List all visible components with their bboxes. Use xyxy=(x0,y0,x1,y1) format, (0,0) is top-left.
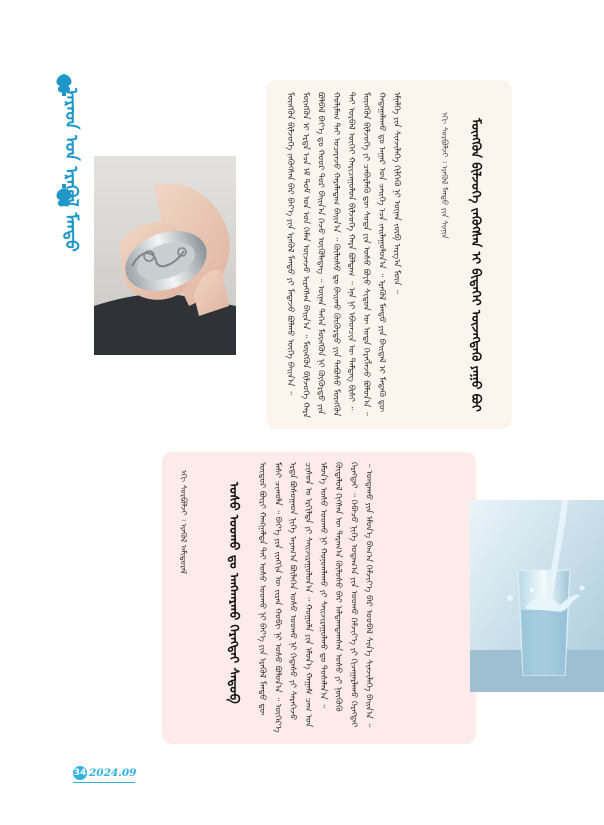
article-1-author-note xyxy=(438,112,452,402)
paragraph: ᠦᠳᠦᠷ ᠪᠦᠷᠢ ᠬᠠᠩᠭᠠᠯᠲᠠ ᠲᠠᠢ ᠤᠰᠤ ᠤᠤᠬᠤ ᠨᠢ ᠪᠡᠶ᠎ᠡ ᠶᠢᠨ ᠡᠷᠡᠭᠦᠯ ᠮᠡᠨᠳᠦ ᠳᠦ ᠮᠠᠰᠢ ᠴᠢᠬᠤᠯᠠ ᠃ ᠪᠡᠶ᠎ᠡ ᠶᠢᠨ ᠵᠢᠩᠭᠢᠨ ᠦ ᠵᠢᠷᠠᠨ ᠬᠤᠪᠢ ᠨᠢ ᠤᠰᠤ ᠪᠣᠯᠤᠨ᠎ᠠ ᠃ xyxy=(257,462,283,716)
paragraph: ᠡᠷᠡᠭᠦᠯ ᠮᠡᠨᠳᠦ ᠶᠢᠨ ᠪᠠᠢᠳᠠᠯ ᠢ ᠮᠡᠳᠡᠬᠦ ᠳᠦ ᠡᠮᠨᠡᠯᠭᠡ ᠶᠢᠨ ᠰᠢᠨᠵᠢᠯᠡᠭᠡ ᠬᠢᠯᠭᠡᠬᠦ ᠨᠢ ᠦᠨᠡᠨ ᠵᠥᠪ ᠠᠷᠭ᠎ᠠ ᠮᠥᠨ ᠃ xyxy=(376,92,402,412)
paragraph: ᠤᠨᠲᠠᠬᠤ ᠶᠢᠨ ᠡᠮᠦᠨ᠎ᠡ ᠪᠠᠭ᠎ᠠ ᠬᠡᠮᠵᠢᠶ᠎ᠡ ᠪᠡᠷ ᠤᠤᠪᠠᠯ ᠰᠢᠨ᠎ᠡ ᠰᠢᠨᠵᠢᠯᠡᠭᠡ ᠪᠠᠢᠨ᠎ᠠ ᠃ xyxy=(363,470,374,728)
paragraph: ᠮᠥᠩᠭᠦᠨ ᠪᠢᠯᠵᠦᠭᠡ ᠬᠠᠷᠠ ᠪᠣᠯᠪᠠᠯ ᠪᠡᠶ᠎ᠡ ᠳᠤ ᠬᠣᠣᠷ ᠲᠣᠷ ᠪᠠᠢᠨ᠎ᠠ ᠭᠡᠵᠦ ᠦᠭᠦᠯᠡᠳᠡᠭ ᠃ ᠦᠨᠡᠨ ᠳᠡᠭᠡᠨ ᠮᠥᠩᠭᠦᠨ ᠨᠢ ᠬᠦᠬᠦᠷᠲᠦ ᠶᠢᠨ ᠬᠣᠯᠢᠮᠠᠭ ᠲᠠᠢ ᠤᠴᠠᠷᠠᠵᠤ ᠬᠠᠷᠠᠯᠠᠳᠠᠭ ᠪᠠᠢᠨ᠎ᠠ ᠃ xyxy=(300,92,341,418)
paragraph: ᠬᠥᠯᠦᠰᠦ ᠳᠤ ᠪᠠᠢᠬᠤ ᠬᠦᠬᠦᠷᠲᠦ ᠶᠢᠨ ᠳᠠᠪᠤᠰᠤ ᠮᠥᠩᠭᠦᠨ ᠲᠠᠢ ᠤᠷᠪᠠᠯ ᠦᠭᠡᠢ ᠬᠠᠷᠢᠴᠠᠭᠤᠯᠤᠨ ᠪᠢᠯᠵᠦᠭᠡ ᠬᠠᠷᠠ ᠪᠣᠯᠳᠠᠭ ᠃ ᠡᠨᠡ ᠨᠢ ᠡᠪᠡᠳᠴᠢᠨ ᠦ ᠲᠡᠮᠳᠡᠭ ᠪᠢᠰᠢ ᠃ xyxy=(330,92,357,417)
paragraph: ᠬᠥᠳᠡᠯᠦᠯ ᠬᠢᠭᠰᠡᠨ ᠦ ᠳᠠᠷᠠᠭ᠎ᠠ ᠬᠥᠯᠦᠰᠦ ᠪᠡᠷ ᠠᠯᠳᠠᠭᠳᠠᠭᠰᠠᠨ ᠤᠰᠤ ᠶᠢ ᠨᠥᠬᠥᠬᠦ ᠬᠡᠷᠡᠭᠲᠡᠢ ᠃ ᠭᠡᠪᠡᠴᠦ ᠨᠢᠭᠡ ᠤᠳᠠᠭ᠎ᠠ ᠶᠢᠨ ᠤᠤᠬᠤ ᠬᠡᠮᠵᠢᠶ᠎ᠡ ᠶᠢ ᠬᠢᠵᠠᠭᠠᠷᠯᠠᠬᠤ ᠬᠡᠷᠡᠭᠲᠡᠢ ᠃ xyxy=(333,462,374,728)
silver-bracelet-photo xyxy=(94,156,236,355)
paragraph: ᠮᠥᠩᠭᠦᠨ ᠪᠢᠯᠵᠦᠭᠡ ᠶᠢ ᠴᠡᠪᠡᠷᠯᠡᠬᠦ ᠳᠦ ᠰᠣᠳᠠ ᠶᠢᠨ ᠤᠰᠤ ᠪᠤᠶᠤ ᠰᠢᠳᠦᠨ ᠦ ᠣᠲᠠ ᠬᠡᠷᠡᠭᠯᠡᠵᠦ ᠪᠣᠯᠤᠨ᠎ᠠ ᠃ ᠬᠠᠳᠠᠭᠠᠯᠠᠬᠤ ᠳᠤ ᠠᠭᠠᠷ ᠤᠨ ᠴᠡᠢᠭᠡ ᠡᠴᠡ ᠵᠠᠢᠯᠠᠭᠤᠯᠤᠨ᠎ᠠ ᠃ xyxy=(361,92,387,416)
article-2-title xyxy=(224,482,254,732)
paragraph: ᠦᠭᠡᠷ᠎ᠡ ᠡᠷᠲᠡ ᠪᠣᠰᠤᠭᠠᠳ ᠨᠢᠭᠡ ᠠᠶᠠᠭ᠎ᠠ ᠪᠦᠯᠡᠭᠡᠨ ᠤᠰᠤ ᠤᠤᠬᠤ ᠨᠢ ᠭᠡᠳᠡᠰᠦ ᠶᠢ ᠰᠡᠷᠡᠭᠡᠵᠦ ᠴᠢᠰᠤᠨ ᠤ ᠡᠷᠭᠢᠯᠲᠡ ᠶᠢ ᠰᠠᠢᠵᠢᠷᠠᠭᠤᠯᠤᠨ᠎ᠠ ᠃ xyxy=(272,462,313,733)
water-glass-photo xyxy=(470,500,604,692)
page-number-badge: 34 xyxy=(73,768,87,778)
author-note-text: ᠡᠬᠢ ᠰᠤᠷᠪᠤᠯᠵᠢ ᠄ ᠡᠷᠡᠭᠦᠯ ᠠᠮᠢᠳᠤᠷᠠᠯ xyxy=(179,470,189,574)
author-note-text: ᠡᠬᠢ ᠰᠤᠷᠪᠤᠯᠵᠢ ᠄ ᠡᠷᠡᠭᠦᠯ ᠮᠡᠨᠳᠦ ᠶᠢᠨ ᠰᠣᠨᠢᠨ xyxy=(440,112,449,239)
section-title: ᠠᠷᠠᠳ ᠤᠨ ᠡᠷᠡᠭᠦᠯ ᠮᠡᠨᠳᠦ xyxy=(61,88,81,252)
paragraph: ᠮᠥᠩᠭᠦᠨ ᠪᠢᠯᠵᠦᠭᠡ ᠵᠡᠭᠦᠭᠰᠡᠨ ᠪᠡᠷ ᠪᠡᠶ᠎ᠡ ᠶᠢᠨ ᠡᠷᠡᠭᠦᠯ ᠮᠡᠨᠳᠦ ᠶᠢ ᠮᠡᠳᠡᠵᠦ ᠪᠣᠯᠬᠤ ᠦᠭᠡ ᠪᠠᠢᠨ᠎ᠠ ᠃ ᠮᠥᠩᠭᠦᠨ ᠢ ᠡᠷᠲᠡ ᠡᠴᠡ ᠡᠮ ᠳᠣᠮ ᠤᠨ ᠡᠳ ᠬᠡᠮᠡᠨ ᠦᠵᠡᠵᠦ ᠢᠷᠡᠭᠰᠡᠨ ᠪᠠᠢᠨ᠎ᠠ ᠃ xyxy=(285,92,311,395)
article-1-title-text: ᠮᠥᠩᠭᠦᠨ ᠪᠢᠯᠵᠦᠭᠡ ᠵᠡᠭᠦᠭᠰᠡᠨ ᠢ ᠪᠢᠲᠡᠭᠡᠢ ᠦᠵᠡᠭᠳᠡᠬᠦ ᠶᠠᠭᠤ ᠪᠤᠢ xyxy=(469,118,484,412)
paragraph: ᠬᠣᠭᠣᠯᠠ ᠶᠢᠨ ᠡᠮᠦᠨ᠎ᠡ ᠬᠠᠭᠠᠰ ᠴᠠᠭ ᠤᠨ ᠡᠮᠦᠨ᠎ᠡ ᠤᠰᠤ ᠤᠤᠬᠤ ᠨᠢ ᠬᠣᠨᠣᠭᠯᠠᠬᠤ ᠶᠢ ᠰᠠᠢᠵᠢᠷᠠᠭᠤᠯᠬᠤ ᠳᠤ ᠲᠤᠰᠠᠯᠠᠨ᠎ᠠ ᠃ xyxy=(302,462,329,728)
article-2-title-text: ᠤᠰᠤ ᠤᠤᠬᠤ ᠳᠤ ᠠᠩᠬᠠᠷᠬᠤ ᠬᠡᠷᠡᠭᠲᠡᠢ ᠰᠡᠳᠦᠪ xyxy=(227,482,242,704)
issue-date: 2024.09 xyxy=(89,767,137,779)
article-2-body xyxy=(254,462,464,734)
footer-divider xyxy=(73,782,135,783)
article-1-title xyxy=(466,118,492,414)
article-1-body xyxy=(282,92,432,418)
